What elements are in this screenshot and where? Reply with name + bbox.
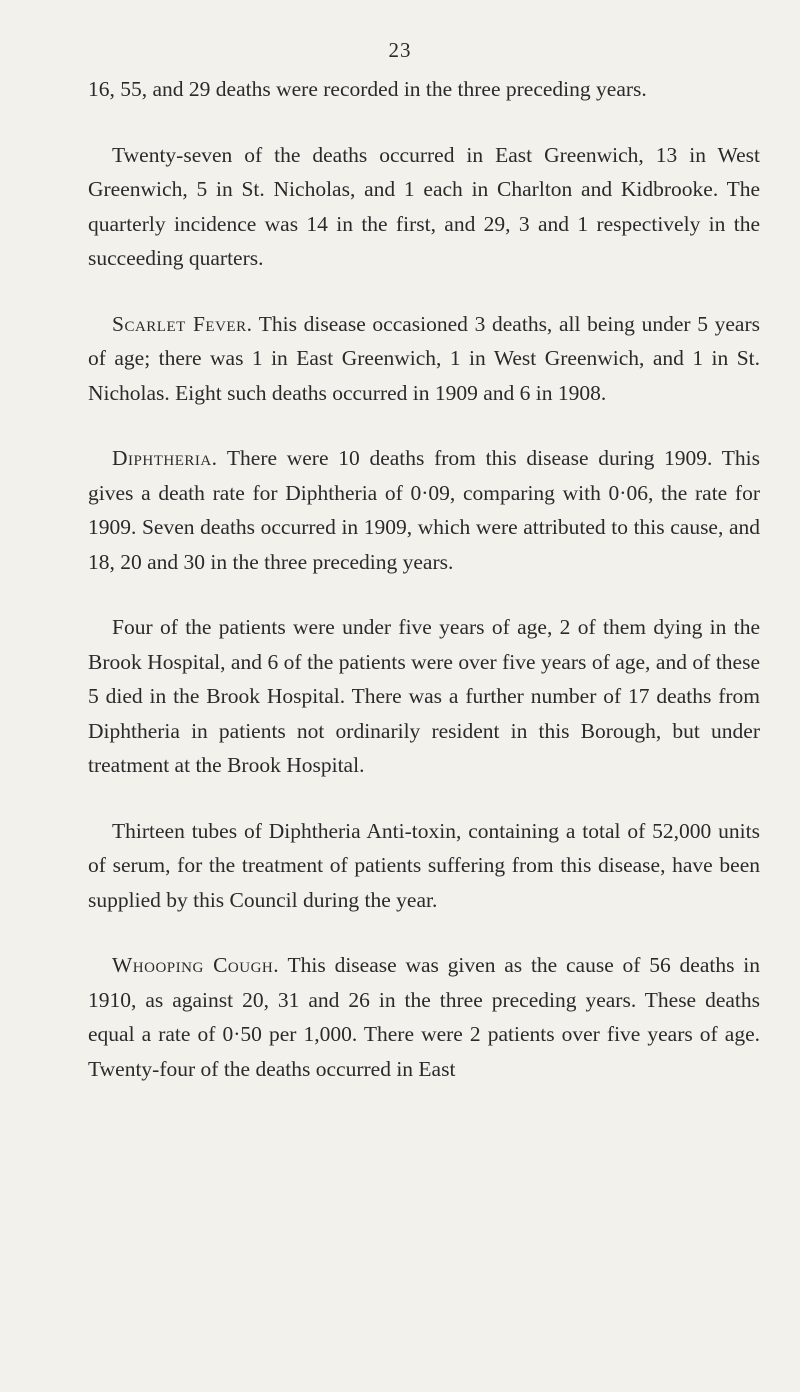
paragraph-text: Thirteen tubes of Diphtheria Anti-toxin, containing a total of 52,000 units of serum, for the treatment of patients suffering from this disease, have been supplied by this Council during the year. (88, 818, 760, 912)
page-number: 23 (388, 38, 412, 62)
paragraph-text: Twenty-seven of the deaths occurred in East Greenwich, 13 in West Greenwich, 5 in St. Nicholas, and 1 each in Charlton and Kidbrooke. The quarterly incidence was 14 in the first, and 29, 3 and 1 respectively in the succeeding quarters. (88, 142, 760, 270)
paragraph-preceding-years (88, 72, 760, 107)
paragraph-text: Four of the patients were under five years of age, 2 of them dying in the Brook Hospital, and 6 of the patients were over five years of age, and of these 5 died in the Brook Hospital. There was a further number of 17 deaths from Diphtheria in patients not ordinarily resident in this Borough, but under treatment at the Brook Hospital. (88, 615, 760, 777)
section-heading-whooping-cough: Whooping Cough. (112, 953, 280, 977)
paragraph-text: This disease occasioned 3 deaths, all being under 5 years of age; there was 1 in East Greenwich, 1 in West Greenwich, and 1 in St. Nicholas. Eight such deaths occurred in 1909 and 6 in 1908. (88, 311, 760, 405)
paragraph-whooping-cough (88, 948, 760, 1086)
paragraph-anti-toxin (88, 814, 760, 918)
paragraph-diphtheria-patients (88, 610, 760, 783)
paragraph-text: This disease was given as the cause of 56 deaths in 1910, as against 20, 31 and 26 in the three preceding years. These deaths equal a rate of 0·50 per 1,000. There were 2 patients over five years of age. Twenty-four of the deaths occurred in East (88, 953, 760, 1081)
paragraph-scarlet-fever (88, 307, 760, 411)
section-heading-diphtheria: Diphtheria. (112, 446, 218, 470)
paragraph-text: 16, 55, and 29 deaths were recorded in the three preceding years. (88, 77, 647, 101)
section-heading-scarlet-fever: Scarlet Fever. (112, 311, 253, 336)
paragraph-diphtheria (88, 441, 760, 579)
paragraph-text: There were 10 deaths from this disease during 1909. This gives a death rate for Diphtheria of 0·09, comparing with 0·06, the rate for 1909. Seven deaths occurred in 1909, which were attributed to this cause, and 18, 20 and 30 in the three preceding years. (88, 446, 760, 574)
page-body (88, 72, 760, 1117)
paragraph-district-deaths (88, 138, 760, 276)
